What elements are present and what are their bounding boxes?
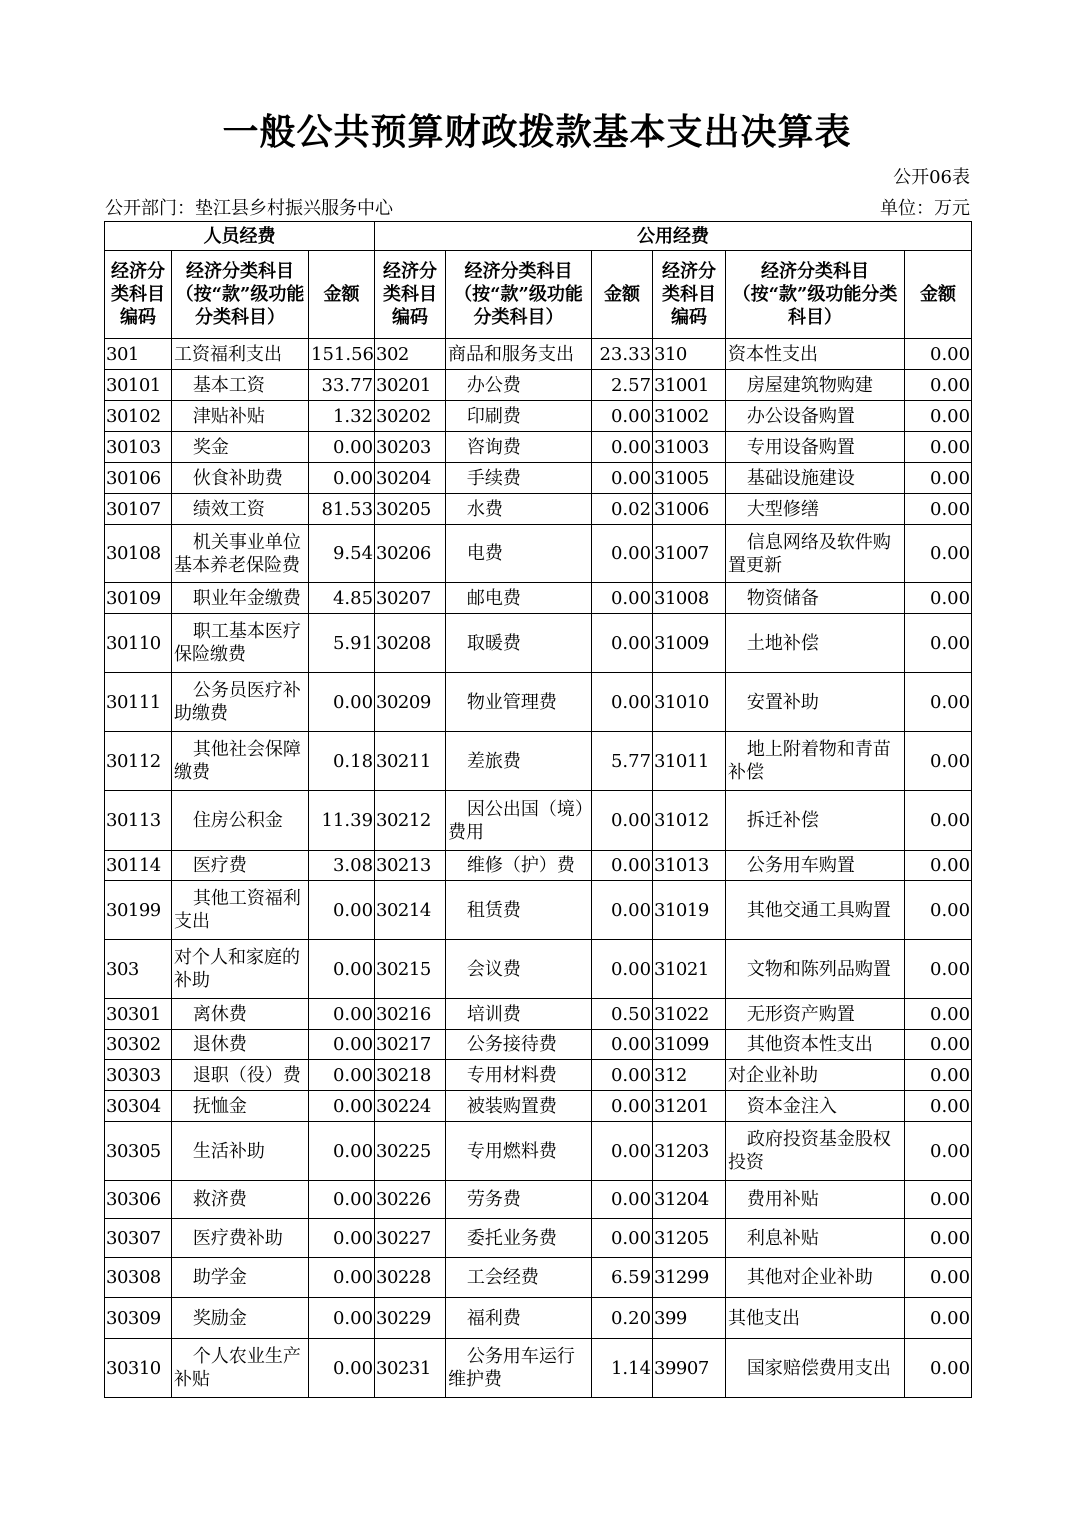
item-code: 31007 [653, 525, 726, 583]
item-name: 离休费 [172, 999, 309, 1030]
item-name: 个人农业生产补贴 [172, 1339, 309, 1398]
item-code: 30228 [375, 1258, 446, 1298]
table-row [105, 673, 972, 732]
item-name: 差旅费 [446, 732, 592, 791]
item-name: 抚恤金 [172, 1091, 309, 1122]
item-code: 30215 [375, 940, 446, 999]
item-code: 30206 [375, 525, 446, 583]
group-header-personnel: 人员经费 [105, 222, 375, 251]
item-code: 31201 [653, 1091, 726, 1122]
item-code: 30207 [375, 583, 446, 614]
item-code: 30229 [375, 1298, 446, 1339]
item-amount: 0.00 [905, 432, 972, 463]
item-amount: 0.00 [905, 583, 972, 614]
item-code: 30205 [375, 494, 446, 525]
item-code: 30101 [105, 370, 172, 401]
item-amount: 0.00 [905, 370, 972, 401]
item-amount: 0.00 [309, 1219, 375, 1258]
item-name: 职工基本医疗保险缴费 [172, 614, 309, 673]
item-name: 生活补助 [172, 1122, 309, 1181]
item-amount: 0.00 [309, 940, 375, 999]
item-name: 水费 [446, 494, 592, 525]
item-name: 其他资本性支出 [726, 1030, 905, 1060]
item-name: 邮电费 [446, 583, 592, 614]
item-code: 30217 [375, 1030, 446, 1060]
page-title: 一般公共预算财政拨款基本支出决算表 [222, 112, 852, 153]
item-amount: 0.00 [592, 673, 653, 732]
item-amount: 5.77 [592, 732, 653, 791]
item-code: 31022 [653, 999, 726, 1030]
item-name: 劳务费 [446, 1181, 592, 1219]
table-body [105, 339, 972, 1398]
item-name: 委托业务费 [446, 1219, 592, 1258]
item-name: 专用设备购置 [726, 432, 905, 463]
column-header-amount: 金额 [592, 251, 653, 339]
item-code: 31203 [653, 1122, 726, 1181]
item-code: 30201 [375, 370, 446, 401]
item-name: 助学金 [172, 1258, 309, 1298]
item-amount: 0.00 [592, 1181, 653, 1219]
table-row [105, 1060, 972, 1091]
item-code: 30304 [105, 1091, 172, 1122]
item-name: 伙食补助费 [172, 463, 309, 494]
item-code: 31019 [653, 881, 726, 940]
item-amount: 0.00 [905, 1258, 972, 1298]
item-name: 公务用车运行维护费 [446, 1339, 592, 1398]
item-amount: 0.00 [592, 1030, 653, 1060]
item-name: 其他支出 [726, 1298, 905, 1339]
item-amount: 0.00 [905, 999, 972, 1030]
item-name: 被装购置费 [446, 1091, 592, 1122]
item-code: 31010 [653, 673, 726, 732]
item-amount: 0.00 [592, 401, 653, 432]
table-row [105, 432, 972, 463]
item-name: 奖励金 [172, 1298, 309, 1339]
item-name: 对个人和家庭的补助 [172, 940, 309, 999]
column-header-code: 经济分类科目编码 [375, 251, 446, 339]
item-name: 救济费 [172, 1181, 309, 1219]
item-amount: 0.00 [592, 583, 653, 614]
item-amount: 0.00 [309, 1091, 375, 1122]
item-amount: 1.32 [309, 401, 375, 432]
table-row [105, 1181, 972, 1219]
item-amount: 0.00 [309, 1060, 375, 1091]
table-row [105, 1122, 972, 1181]
item-name: 因公出国（境）费用 [446, 791, 592, 851]
item-amount: 0.00 [905, 525, 972, 583]
item-code: 31299 [653, 1258, 726, 1298]
column-header-name: 经济分类科目（按“款”级功能分类科目） [172, 251, 309, 339]
item-code: 30301 [105, 999, 172, 1030]
item-name: 专用燃料费 [446, 1122, 592, 1181]
item-amount: 0.00 [905, 1122, 972, 1181]
item-amount: 11.39 [309, 791, 375, 851]
item-name: 福利费 [446, 1298, 592, 1339]
item-amount: 0.00 [592, 1060, 653, 1091]
item-amount: 4.85 [309, 583, 375, 614]
item-amount: 0.00 [309, 673, 375, 732]
item-name: 津贴补贴 [172, 401, 309, 432]
item-code: 30103 [105, 432, 172, 463]
table-row [105, 1298, 972, 1339]
item-code: 30310 [105, 1339, 172, 1398]
item-code: 30102 [105, 401, 172, 432]
table-row [105, 339, 972, 370]
item-code: 30108 [105, 525, 172, 583]
item-amount: 0.00 [592, 940, 653, 999]
item-amount: 0.00 [905, 614, 972, 673]
item-amount: 0.00 [905, 732, 972, 791]
item-name: 其他对企业补助 [726, 1258, 905, 1298]
item-name: 其他交通工具购置 [726, 881, 905, 940]
table-row [105, 1339, 972, 1398]
item-name: 拆迁补偿 [726, 791, 905, 851]
item-amount: 0.00 [905, 1091, 972, 1122]
table-row [105, 940, 972, 999]
item-code: 30212 [375, 791, 446, 851]
item-name: 土地补偿 [726, 614, 905, 673]
item-amount: 0.00 [309, 463, 375, 494]
item-amount: 0.00 [309, 881, 375, 940]
item-name: 房屋建筑物购建 [726, 370, 905, 401]
item-code: 31008 [653, 583, 726, 614]
item-code: 31005 [653, 463, 726, 494]
item-name: 地上附着物和青苗补偿 [726, 732, 905, 791]
item-name: 商品和服务支出 [446, 339, 592, 370]
item-code: 30305 [105, 1122, 172, 1181]
item-amount: 81.53 [309, 494, 375, 525]
item-name: 基本工资 [172, 370, 309, 401]
item-code: 30306 [105, 1181, 172, 1219]
item-amount: 0.00 [905, 1219, 972, 1258]
column-header-name: 经济分类科目（按“款”级功能分类科目） [446, 251, 592, 339]
table-row [105, 463, 972, 494]
column-header-name: 经济分类科目（按“款”级功能分类科目） [726, 251, 905, 339]
item-amount: 0.50 [592, 999, 653, 1030]
item-amount: 0.20 [592, 1298, 653, 1339]
item-code: 30309 [105, 1298, 172, 1339]
table-number: 公开06表 [893, 167, 970, 188]
item-name: 资本性支出 [726, 339, 905, 370]
item-code: 30114 [105, 851, 172, 881]
item-code: 399 [653, 1298, 726, 1339]
item-amount: 0.00 [309, 1258, 375, 1298]
table-row [105, 851, 972, 881]
table-row [105, 370, 972, 401]
item-name: 手续费 [446, 463, 592, 494]
item-code: 30231 [375, 1339, 446, 1398]
item-name: 安置补助 [726, 673, 905, 732]
item-amount: 0.00 [592, 851, 653, 881]
item-code: 30110 [105, 614, 172, 673]
item-name: 培训费 [446, 999, 592, 1030]
item-amount: 0.00 [905, 1030, 972, 1060]
item-code: 30214 [375, 881, 446, 940]
table-row [105, 1091, 972, 1122]
item-name: 取暖费 [446, 614, 592, 673]
item-amount: 2.57 [592, 370, 653, 401]
table-row [105, 583, 972, 614]
item-code: 30302 [105, 1030, 172, 1060]
column-header-code: 经济分类科目编码 [653, 251, 726, 339]
item-code: 30109 [105, 583, 172, 614]
item-amount: 0.00 [592, 1091, 653, 1122]
item-code: 30227 [375, 1219, 446, 1258]
item-amount: 0.00 [905, 940, 972, 999]
item-code: 30204 [375, 463, 446, 494]
item-amount: 0.00 [905, 494, 972, 525]
item-code: 30107 [105, 494, 172, 525]
item-code: 301 [105, 339, 172, 370]
item-name: 咨询费 [446, 432, 592, 463]
table-row [105, 999, 972, 1030]
item-amount: 0.00 [905, 1339, 972, 1398]
item-amount: 0.00 [592, 614, 653, 673]
item-name: 其他社会保障缴费 [172, 732, 309, 791]
item-amount: 0.00 [905, 463, 972, 494]
item-code: 30226 [375, 1181, 446, 1219]
item-code: 31205 [653, 1219, 726, 1258]
item-code: 30112 [105, 732, 172, 791]
item-name: 医疗费 [172, 851, 309, 881]
item-amount: 0.18 [309, 732, 375, 791]
column-header-amount: 金额 [309, 251, 375, 339]
item-amount: 0.00 [592, 1219, 653, 1258]
item-amount: 33.77 [309, 370, 375, 401]
item-code: 312 [653, 1060, 726, 1091]
item-name: 物资储备 [726, 583, 905, 614]
item-name: 国家赔偿费用支出 [726, 1339, 905, 1398]
item-code: 31204 [653, 1181, 726, 1219]
item-code: 30216 [375, 999, 446, 1030]
table-row [105, 1258, 972, 1298]
item-name: 办公设备购置 [726, 401, 905, 432]
item-name: 医疗费补助 [172, 1219, 309, 1258]
item-code: 30211 [375, 732, 446, 791]
item-amount: 0.00 [309, 1339, 375, 1398]
item-name: 租赁费 [446, 881, 592, 940]
item-code: 30224 [375, 1091, 446, 1122]
item-name: 政府投资基金股权投资 [726, 1122, 905, 1181]
item-amount: 0.00 [309, 999, 375, 1030]
item-amount: 0.00 [905, 339, 972, 370]
item-amount: 6.59 [592, 1258, 653, 1298]
item-amount: 3.08 [309, 851, 375, 881]
table-row [105, 614, 972, 673]
item-code: 31099 [653, 1030, 726, 1060]
item-name: 会议费 [446, 940, 592, 999]
item-amount: 0.00 [905, 1298, 972, 1339]
item-amount: 0.00 [905, 1181, 972, 1219]
item-amount: 0.00 [309, 432, 375, 463]
item-amount: 0.00 [905, 881, 972, 940]
item-amount: 0.00 [592, 791, 653, 851]
column-header-code: 经济分类科目编码 [105, 251, 172, 339]
item-amount: 0.00 [905, 851, 972, 881]
item-name: 印刷费 [446, 401, 592, 432]
item-code: 31003 [653, 432, 726, 463]
item-code: 30209 [375, 673, 446, 732]
item-name: 信息网络及软件购置更新 [726, 525, 905, 583]
table-row [105, 494, 972, 525]
item-code: 31002 [653, 401, 726, 432]
item-name: 职业年金缴费 [172, 583, 309, 614]
item-amount: 0.00 [592, 1122, 653, 1181]
item-name: 公务接待费 [446, 1030, 592, 1060]
item-name: 公务用车购置 [726, 851, 905, 881]
table-row [105, 1030, 972, 1060]
item-code: 31013 [653, 851, 726, 881]
item-name: 工资福利支出 [172, 339, 309, 370]
item-name: 物业管理费 [446, 673, 592, 732]
item-name: 退休费 [172, 1030, 309, 1060]
table-row [105, 732, 972, 791]
item-amount: 0.00 [592, 881, 653, 940]
item-amount: 0.02 [592, 494, 653, 525]
item-code: 30203 [375, 432, 446, 463]
item-amount: 0.00 [592, 432, 653, 463]
item-amount: 0.00 [905, 791, 972, 851]
item-code: 30208 [375, 614, 446, 673]
item-amount: 0.00 [905, 1060, 972, 1091]
item-name: 奖金 [172, 432, 309, 463]
item-amount: 23.33 [592, 339, 653, 370]
column-header-amount: 金额 [905, 251, 972, 339]
item-name: 无形资产购置 [726, 999, 905, 1030]
item-code: 31011 [653, 732, 726, 791]
item-amount: 0.00 [592, 463, 653, 494]
item-name: 费用补贴 [726, 1181, 905, 1219]
item-code: 31009 [653, 614, 726, 673]
table-row [105, 525, 972, 583]
item-amount: 1.14 [592, 1339, 653, 1398]
item-amount: 0.00 [905, 401, 972, 432]
item-name: 基础设施建设 [726, 463, 905, 494]
item-name: 住房公积金 [172, 791, 309, 851]
item-code: 31021 [653, 940, 726, 999]
item-code: 31001 [653, 370, 726, 401]
item-name: 资本金注入 [726, 1091, 905, 1122]
item-code: 30307 [105, 1219, 172, 1258]
table-row [105, 881, 972, 940]
item-name: 文物和陈列品购置 [726, 940, 905, 999]
item-code: 31012 [653, 791, 726, 851]
item-name: 退职（役）费 [172, 1060, 309, 1091]
item-amount: 9.54 [309, 525, 375, 583]
item-code: 303 [105, 940, 172, 999]
item-name: 利息补贴 [726, 1219, 905, 1258]
item-code: 30202 [375, 401, 446, 432]
item-amount: 0.00 [309, 1122, 375, 1181]
group-header-public: 公用经费 [375, 222, 972, 251]
item-name: 公务员医疗补助缴费 [172, 673, 309, 732]
item-amount: 151.56 [309, 339, 375, 370]
item-name: 大型修缮 [726, 494, 905, 525]
department-label: 公开部门：垫江县乡村振兴服务中心 [105, 198, 393, 219]
item-code: 31006 [653, 494, 726, 525]
item-name: 电费 [446, 525, 592, 583]
unit-label: 单位：万元 [880, 198, 970, 219]
expenditure-table [104, 221, 972, 1398]
item-amount: 0.00 [309, 1298, 375, 1339]
item-code: 30111 [105, 673, 172, 732]
item-name: 办公费 [446, 370, 592, 401]
item-code: 30199 [105, 881, 172, 940]
item-name: 工会经费 [446, 1258, 592, 1298]
item-name: 对企业补助 [726, 1060, 905, 1091]
item-code: 30308 [105, 1258, 172, 1298]
item-amount: 0.00 [309, 1030, 375, 1060]
item-code: 310 [653, 339, 726, 370]
item-code: 30303 [105, 1060, 172, 1091]
item-name: 绩效工资 [172, 494, 309, 525]
item-code: 30218 [375, 1060, 446, 1091]
table-row [105, 1219, 972, 1258]
item-amount: 0.00 [592, 525, 653, 583]
item-name: 机关事业单位基本养老保险费 [172, 525, 309, 583]
item-code: 302 [375, 339, 446, 370]
item-amount: 0.00 [309, 1181, 375, 1219]
item-code: 30106 [105, 463, 172, 494]
table-row [105, 791, 972, 851]
item-amount: 5.91 [309, 614, 375, 673]
item-code: 30213 [375, 851, 446, 881]
item-code: 30113 [105, 791, 172, 851]
item-name: 维修（护）费 [446, 851, 592, 881]
item-name: 其他工资福利支出 [172, 881, 309, 940]
table-row [105, 401, 972, 432]
item-name: 专用材料费 [446, 1060, 592, 1091]
item-code: 39907 [653, 1339, 726, 1398]
item-amount: 0.00 [905, 673, 972, 732]
item-code: 30225 [375, 1122, 446, 1181]
